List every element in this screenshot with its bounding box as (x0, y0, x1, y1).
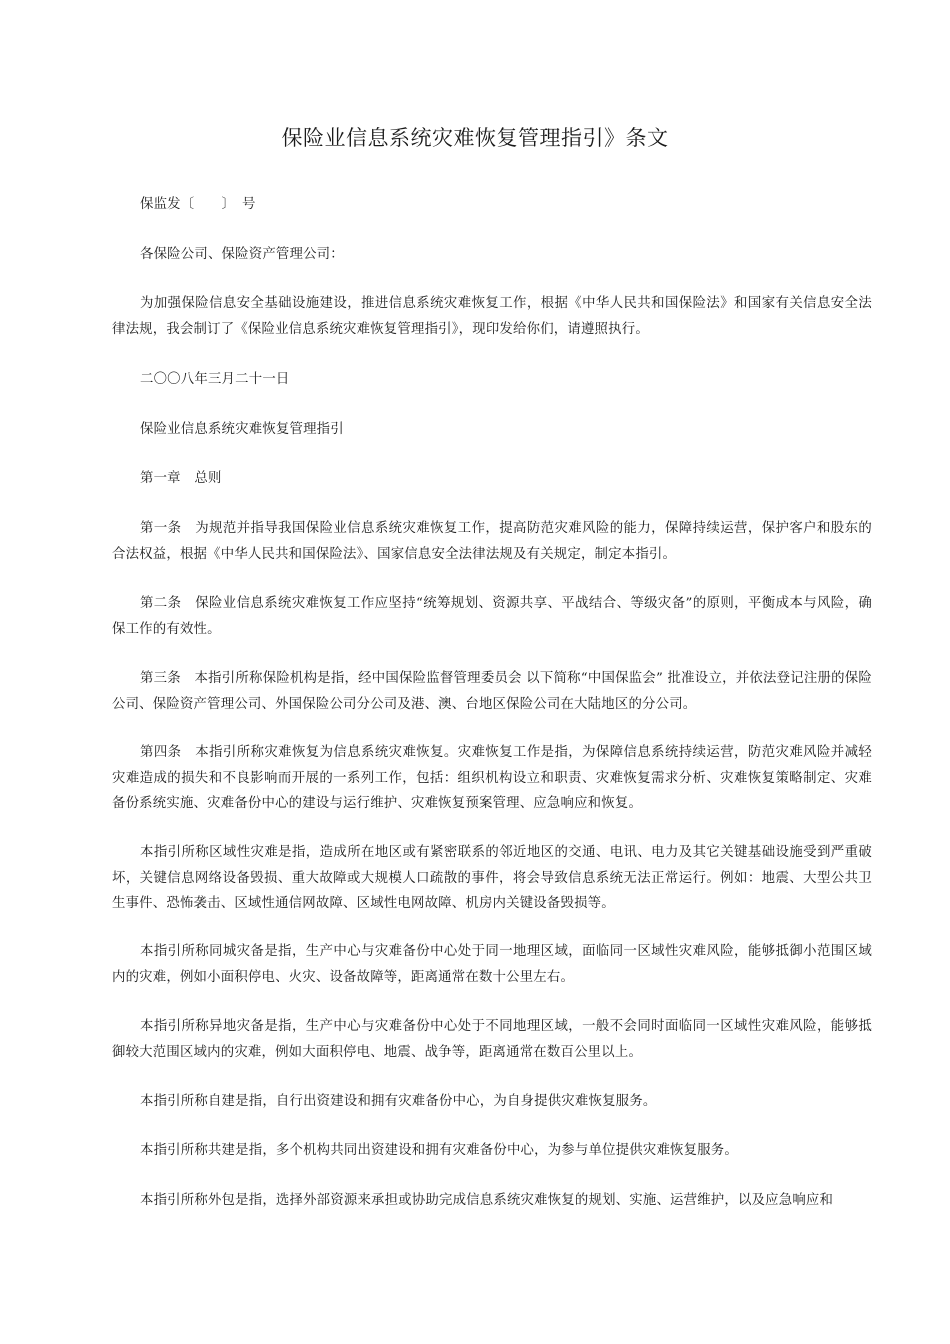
article-1: 第一条 为规范并指导我国保险业信息系统灾难恢复工作，提高防范灾难风险的能力，保障持续运营，保护客户和股东的合法权益，根据《中华人民共和国保险法》、国家信息安全法律法规及有关规定，制定本指引。 (112, 521, 872, 562)
intro-paragraph: 为加强保险信息安全基础设施建设，推进信息系统灾难恢复工作，根据《中华人民共和国保险法》和国家有关信息安全法律法规，我会制订了《保险业信息系统灾难恢复管理指引》，现印发给你们，请遵照执行。 (112, 296, 872, 337)
definition-same-city-backup: 本指引所称同城灾备是指，生产中心与灾难备份中心处于同一地理区域，面临同一区域性灾难风险，能够抵御小范围区域内的灾难，例如小面积停电、火灾、设备故障等，距离通常在数十公里左右。 (112, 944, 872, 985)
issue-date: 二〇〇八年三月二十一日 (140, 372, 290, 387)
definition-outsourcing: 本指引所称外包是指，选择外部资源来承担或协助完成信息系统灾难恢复的规划、实施、运营维护，以及应急响应和 (140, 1193, 834, 1208)
definition-regional-disaster: 本指引所称区域性灾难是指，造成所在地区或有紧密联系的邻近地区的交通、电讯、电力及其它关键基础设施受到严重破坏，关键信息网络设备毁损、重大故障或大规模人口疏散的事件，将会导致信息系统无法正常运行。例如：地震、大型公共卫生事件、恐怖袭击、区域性通信网故障、区域性电网故障、机房内关键设备毁损等。 (112, 845, 872, 911)
article-4: 第四条 本指引所称灾难恢复为信息系统灾难恢复。灾难恢复工作是指，为保障信息系统持续运营，防范灾难风险并减轻灾难造成的损失和不良影响而开展的一系列工作，包括：组织机构设立和职责、灾难恢复需求分析、灾难恢复策略制定、灾难备份系统实施、灾难备份中心的建设与运行维护、灾难恢复预案管理、应急响应和恢复。 (112, 745, 872, 811)
document-title: 保险业信息系统灾难恢复管理指引》条文 (281, 126, 669, 150)
definition-co-built: 本指引所称共建是指，多个机构共同出资建设和拥有灾难备份中心，为参与单位提供灾难恢复服务。 (140, 1143, 738, 1158)
document-number: 保监发〔 〕 号 (140, 197, 256, 212)
definition-self-built: 本指引所称自建是指，自行出资建设和拥有灾难备份中心，为自身提供灾难恢复服务。 (140, 1094, 657, 1109)
addressee: 各保险公司、保险资产管理公司： (140, 247, 344, 262)
definition-remote-backup: 本指引所称异地灾备是指，生产中心与灾难备份中心处于不同地理区域，一般不会同时面临同一区域性灾难风险，能够抵御较大范围区域内的灾难，例如大面积停电、地震、战争等，距离通常在数百公里以上。 (112, 1019, 872, 1060)
article-2: 第二条 保险业信息系统灾难恢复工作应坚持“统筹规划、资源共享、平战结合、等级灾备”的原则，平衡成本与风险，确保工作的有效性。 (112, 596, 872, 637)
chapter-heading: 第一章 总则 (140, 471, 222, 486)
article-3: 第三条 本指引所称保险机构是指，经中国保险监督管理委员会 以下简称“中国保监会” 批准设立，并依法登记注册的保险公司、保险资产管理公司、外国保险公司分公司及港、澳、台地区保险公司在大陆地区的分公司。 (112, 671, 872, 712)
guideline-title: 保险业信息系统灾难恢复管理指引 (140, 422, 344, 437)
